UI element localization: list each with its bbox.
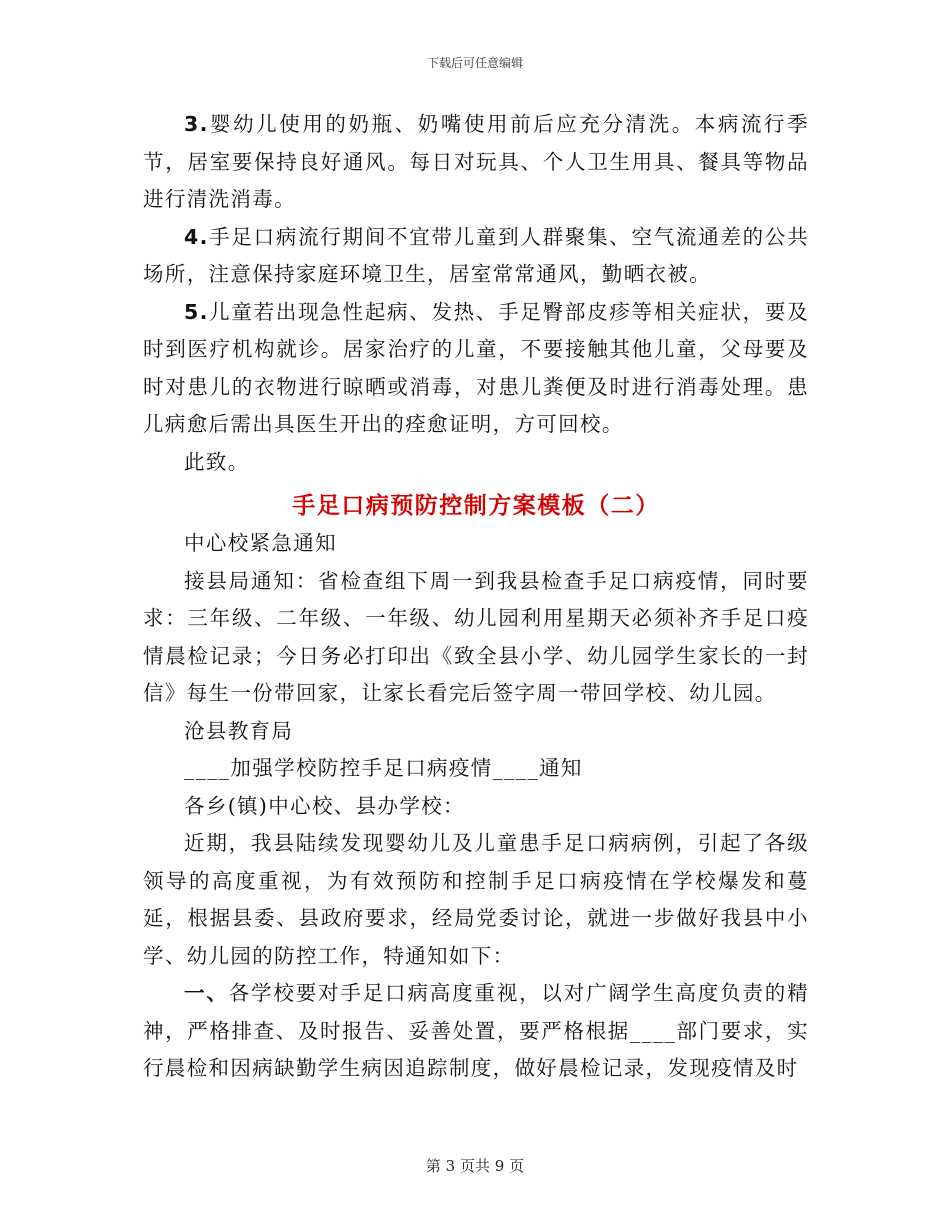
paragraph-text: 儿童若出现急性起病、发热、手足臀部皮疹等相关症状，要及时到医疗机构就诊。居家治疗的儿童，不要接触其他儿童，父母要及时对患儿的衣物进行晾晒或消毒，对患儿粪便及时进行消毒处理。患儿病愈后需出具医生开出的痊愈证明，方可回校。 [143,299,809,436]
notice-item-1 [143,975,809,1088]
item-number: 3. [184,112,209,136]
section-title: 手足口病预防控制方案模板（二） [292,493,660,519]
paragraph-item-3 [143,106,809,219]
paragraph-text: 手足口病流行期间不宜带儿童到人群聚集、空气流通差的公共场所，注意保持家庭环境卫生，居室常常通风，勤晒衣被。 [143,224,809,286]
notice-addressee: 各乡(镇)中心校、县办学校： [184,793,465,818]
item-number: 5. [184,299,209,324]
item-text: 各学校要对手足口病高度重视，以对广阔学生高度负责的精神，严格排查、及时报告、妥善处置，要严格根据____部门要求，实行晨检和因病缺勤学生病因追踪制度，做好晨检记录，发现疫情及时 [143,981,809,1080]
paragraph-item-5 [143,294,809,444]
notice-body: 接县局通知：省检查组下周一到我县检查手足口病疫情，同时要求：三年级、二年级、一年级、幼儿园利用星期天必须补齐手足口疫情晨检记录；今日务必打印出《致全县小学、幼儿园学生家长的一封信》每生一份带回家，让家长看完后签字周一带回学校、幼儿园。 [143,568,809,705]
item-label: 一、 [184,981,229,1005]
paragraph-item-4 [143,219,809,294]
document-body [143,106,809,1088]
notice-heading: 中心校紧急通知 [184,531,337,555]
closing-line: 此致。 [184,449,250,474]
page-header: 下载后可任意编辑 [426,56,523,70]
page-number: 第 3 页共 9 页 [425,1157,525,1175]
item-number: 4. [184,224,209,249]
notice-subject: ____加强学校防控手足口病疫情____通知 [184,756,583,780]
notice-intro: 近期，我县陆续发现婴幼儿及儿童患手足口病病例，引起了各级领导的高度重视，为有效预防和控制手足口病疫情在学校爆发和蔓延，根据县委、县政府要求，经局党委讨论，就进一步做好我县中小学、幼儿园的防控工作，特通知如下： [143,831,809,968]
notice-issuer: 沧县教育局 [184,718,294,743]
paragraph-text: 婴幼儿使用的奶瓶、奶嘴使用前后应充分清洗。本病流行季节，居室要保持良好通风。每日对玩具、个人卫生用具、餐具等物品进行清洗消毒。 [143,112,809,211]
